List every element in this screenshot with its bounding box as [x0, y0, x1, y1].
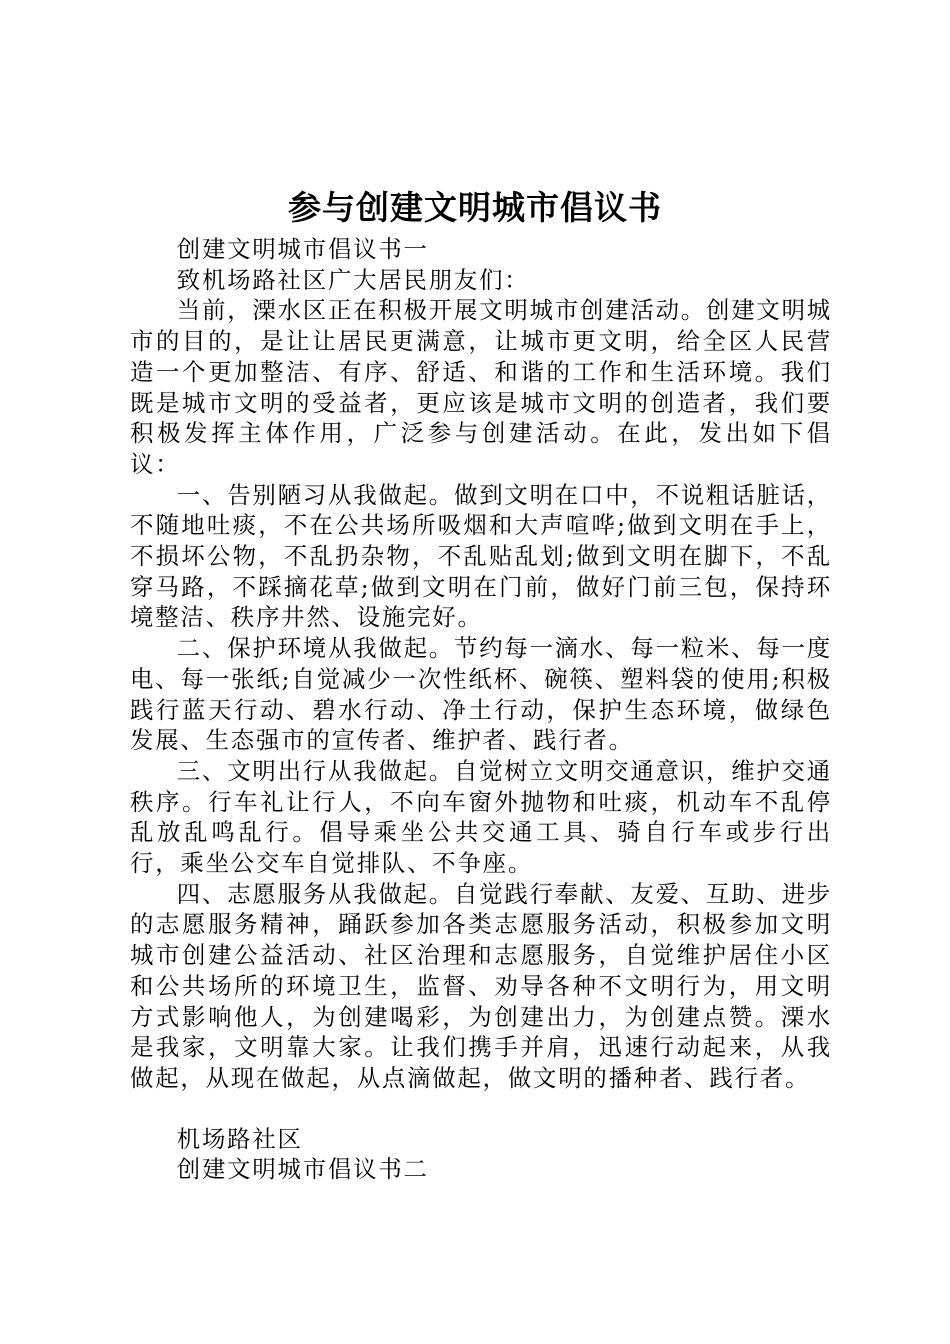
paragraph-item-1: 一、告别陋习从我做起。做到文明在口中，不说粗话脏话，不随地吐痰，不在公共场所吸烟和大声喧哗;做到文明在手上，不损坏公物，不乱扔杂物，不乱贴乱划;做到文明在脚下，不乱穿马路，不踩摘花草;做到文明在门前，做好门前三包，保持环境整洁、秩序井然、设施完好。	[130, 480, 832, 632]
salutation: 致机场路社区广大居民朋友们：	[176, 265, 530, 294]
signature: 机场路社区	[176, 1124, 303, 1153]
document-body	[130, 234, 832, 1185]
paragraph-item-4: 四、志愿服务从我做起。自觉践行奉献、友爱、互助、进步的志愿服务精神，踊跃参加各类志愿服务活动，积极参加文明城市创建公益活动、社区治理和志愿服务，自觉维护居住小区和公共场所的环境卫生，监督、劝导各种不文明行为，用文明方式影响他人，为创建喝彩，为创建出力，为创建点赞。溧水是我家，文明靠大家。让我们携手并肩，迅速行动起来，从我做起，从现在做起，从点滴做起，做文明的播种者、践行者。	[130, 879, 832, 1092]
paragraph-item-3: 三、文明出行从我做起。自觉树立文明交通意识，维护交通秩序。行车礼让行人，不向车窗外抛物和吐痰，机动车不乱停乱放乱鸣乱行。倡导乘坐公共交通工具、骑自行车或步行出行，乘坐公交车自觉排队、不争座。	[130, 756, 832, 878]
paragraph-intro: 当前，溧水区正在积极开展文明城市创建活动。创建文明城市的目的，是让让居民更满意，让城市更文明，给全区人民营造一个更加整洁、有序、舒适、和谐的工作和生活环境。我们既是城市文明的受益者，更应该是城市文明的创造者，我们要积极发挥主体作用，广泛参与创建活动。在此，发出如下倡议：	[130, 296, 832, 478]
section-heading-2: 创建文明城市倡议书二	[176, 1155, 429, 1184]
section-heading-1: 创建文明城市倡议书一	[176, 235, 429, 263]
paragraph-item-2: 二、保护环境从我做起。节约每一滴水、每一粒米、每一度电、每一张纸;自觉减少一次性纸杯、碗筷、塑料袋的使用;积极践行蓝天行动、碧水行动、净土行动，保护生态环境，做绿色发展、生态强市的宣传者、维护者、践行者。	[130, 634, 832, 755]
document-title: 参与创建文明城市倡议书	[288, 188, 662, 227]
